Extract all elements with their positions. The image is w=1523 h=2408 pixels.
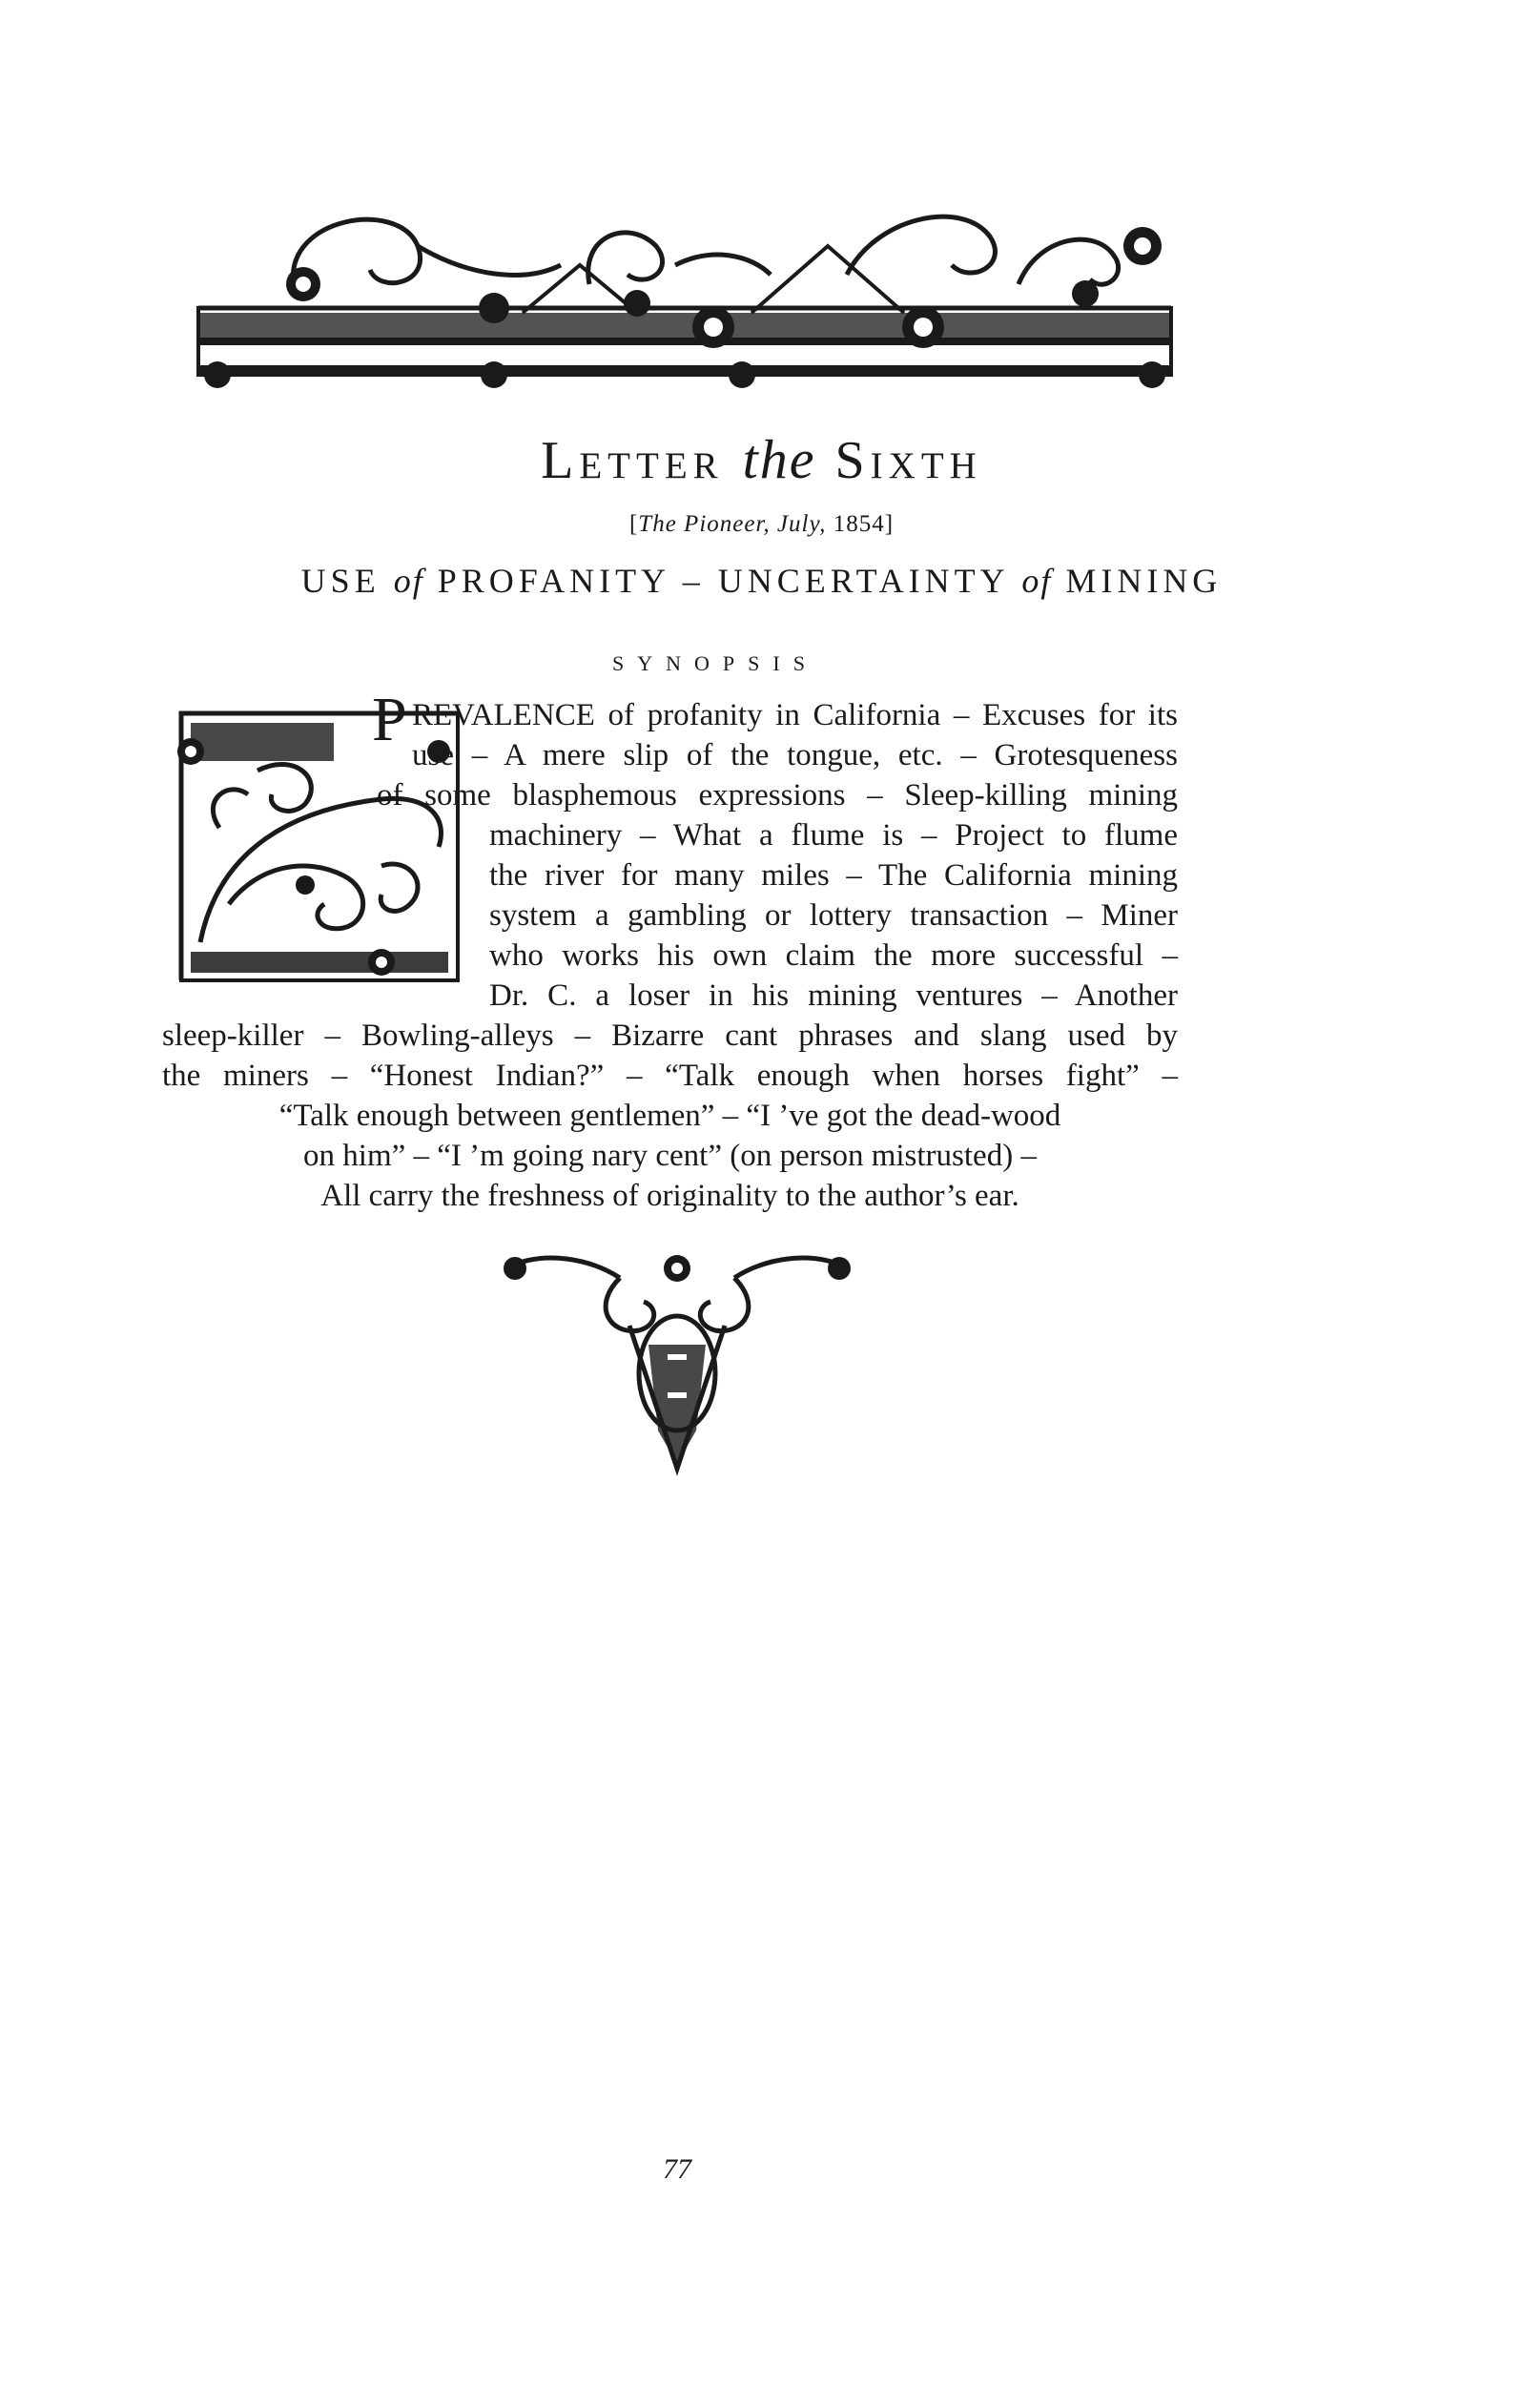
synopsis-line-1: REVALENCE of profanity in California – Excuses for its — [412, 698, 1178, 732]
title-the: the — [742, 428, 816, 490]
synopsis-line-8: Dr. C. a loser in his mining ventures – Another — [489, 978, 1178, 1013]
subtitle-of-1: of — [393, 562, 424, 600]
synopsis-heading: SYNOPSIS — [612, 651, 818, 675]
page-number: 77 — [663, 2153, 691, 2185]
synopsis-line-13: All carry the freshness of originality to the author’s ear. — [320, 1179, 1019, 1213]
subtitle-of-2: of — [1021, 562, 1053, 600]
synopsis-line-4: machinery – What a flume is – Project to flume — [489, 818, 1178, 853]
synopsis-line-2: use – A mere slip of the tongue, etc. – Grotesqueness — [412, 738, 1178, 772]
title-prefix: Letter — [541, 431, 724, 490]
page-title — [0, 427, 1523, 491]
source-year: 1854] — [833, 511, 895, 537]
subtitle-a: USE — [300, 562, 381, 600]
synopsis-line-6: system a gambling or lottery transaction – Miner — [489, 898, 1178, 933]
dropcap-letter: P — [372, 685, 407, 754]
subtitle-b: PROFANITY – UNCERTAINTY — [437, 562, 1009, 600]
title-suffix: Sixth — [834, 431, 982, 490]
synopsis-line-12: on him” – “I ’m going nary cent” (on person mistrusted) – — [303, 1139, 1037, 1173]
synopsis-line-3: of some blasphemous expressions – Sleep-killing mining — [377, 778, 1178, 813]
synopsis-line-7: who works his own claim the more successful – — [489, 938, 1178, 973]
source-month: July, — [776, 511, 827, 537]
source-open: [ — [628, 511, 639, 537]
subtitle-c: MINING — [1065, 562, 1223, 600]
synopsis-line-9: sleep-killer – Bowling-alleys – Bizarre cant phrases and slang used by — [162, 1019, 1178, 1053]
source-citation — [0, 511, 1523, 538]
synopsis-line-11: “Talk enough between gentlemen” – “I ’ve got the dead-wood — [278, 1099, 1061, 1133]
chapter-subtitle — [0, 561, 1523, 601]
header-ornament — [179, 179, 1190, 389]
source-name: The Pioneer, — [638, 511, 771, 537]
tailpiece-ornament — [486, 1240, 868, 1478]
synopsis-line-5: the river for many miles – The California mining — [489, 858, 1178, 893]
synopsis-line-10: the miners – “Honest Indian?” – “Talk enough when horses fight” – — [162, 1059, 1178, 1093]
